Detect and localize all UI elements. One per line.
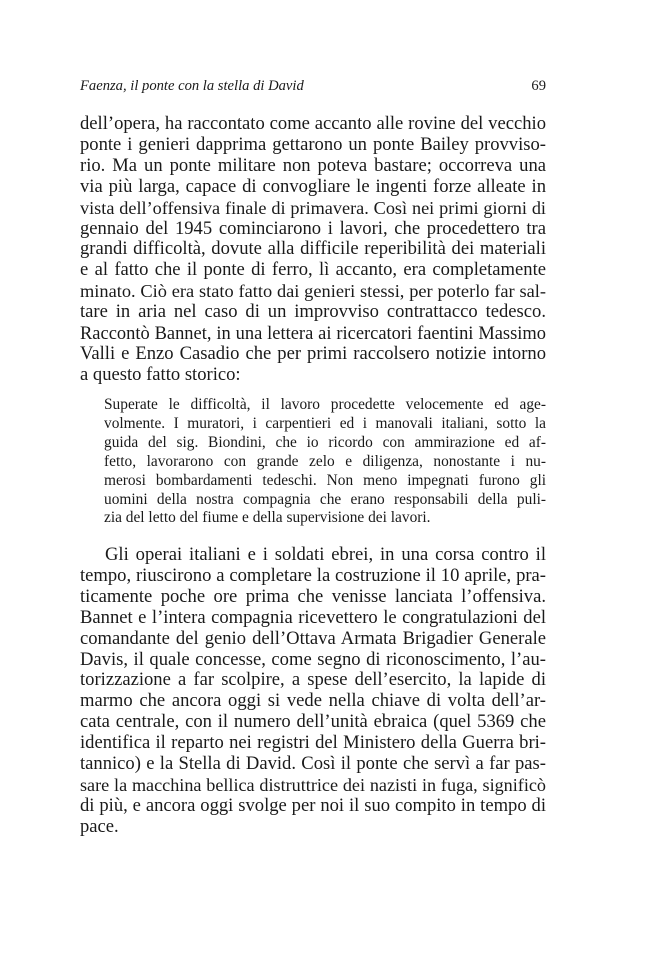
quote-line: uomini della nostra compagnia che erano responsabili della puli- (104, 490, 546, 508)
text-line: torizzazione a far scolpire, a spese dell’esercito, la lapide di (80, 669, 546, 691)
text-line: rio. Ma un ponte militare non poteva bastare; occorreva una (80, 154, 546, 176)
text-line: grandi difficoltà, dovute alla difficile reperibilità dei materiali (80, 238, 546, 260)
text-line: Davis, il quale concesse, come segno di riconoscimento, l’au- (80, 648, 546, 670)
text-line: gennaio del 1945 cominciarono i lavori, che procedettero tra (80, 217, 546, 239)
quote-line: guida del sig. Biondini, che io ricordo con ammirazione ed af- (104, 433, 546, 451)
text-line: tempo, riuscirono a completare la costruzione il 10 aprile, pra- (80, 564, 546, 586)
text-line: identifica il reparto nei registri del Ministero della Guerra bri- (80, 732, 546, 754)
text-line: ponte i genieri dapprima gettarono un ponte Bailey provviso- (80, 133, 546, 155)
paragraph-2 (80, 545, 546, 838)
text-line: Raccontò Bannet, in una lettera ai ricercatori faentini Massimo (80, 323, 546, 344)
quote-line: fetto, lavorarono con grande zelo e diligenza, nonostante i nu- (104, 452, 546, 470)
text-line: tare in aria nel caso di un improvviso contrattacco tedesco. (80, 301, 546, 323)
running-title: Faenza, il ponte con la stella di David (80, 78, 304, 94)
text-line: comandante del genio dell’Ottava Armata Brigadier Generale (80, 627, 546, 649)
text-line: Valli e Enzo Casadio che per primi raccolsero notizie intorno (80, 342, 546, 364)
quote-line: zia del letto del fiume e della supervisione dei lavori. (104, 509, 431, 527)
quote-line: merosi bombardamenti tedeschi. Non meno impegnati furono gli (104, 471, 546, 489)
quote-line: volmente. I muratori, i carpentieri ed i manovali italiani, sotto la (104, 414, 546, 432)
text-line: sare la macchina bellica distruttrice dei nazisti in fuga, significò (80, 774, 546, 795)
text-line: di più, e ancora oggi svolge per noi il suo compito in tempo di (80, 794, 546, 816)
paragraph-1 (80, 114, 546, 386)
page-number: 69 (531, 78, 546, 94)
text-line: dell’opera, ha raccontato come accanto alle rovine del vecchio (80, 113, 546, 134)
text-line: cata centrale, con il numero dell’unità ebraica (quel 5369 che (80, 711, 546, 733)
running-head (80, 76, 546, 98)
text-line: e al fatto che il ponte di ferro, lì accanto, era completamente (80, 259, 546, 281)
text-line: via più larga, capace di convogliare le ingenti forze alleate in (80, 175, 546, 197)
text-line: marmo che ancora oggi si vede nella chiave di volta dell’ar- (80, 690, 546, 712)
block-quote (104, 396, 546, 528)
text-line: minato. Ciò era stato fatto dai genieri stessi, per poterlo far sal- (80, 281, 546, 302)
text-line: Gli operai italiani e i soldati ebrei, in una corsa contro il (105, 544, 546, 565)
text-line: vista dell’offensiva finale di primavera. Così nei primi giorni di (80, 197, 546, 218)
text-line: Bannet e l’intera compagnia ricevettero le congratulazioni del (80, 606, 546, 628)
text-line: pace. (80, 815, 119, 837)
text-line: a questo fatto storico: (80, 363, 241, 385)
text-line: ticamente poche ore prima che venisse lanciata l’offensiva. (80, 585, 546, 607)
quote-line: Superate le difficoltà, il lavoro procedette velocemente ed age- (104, 396, 546, 413)
text-line: tannico) e la Stella di David. Così il ponte che servì a far pas- (80, 753, 546, 775)
